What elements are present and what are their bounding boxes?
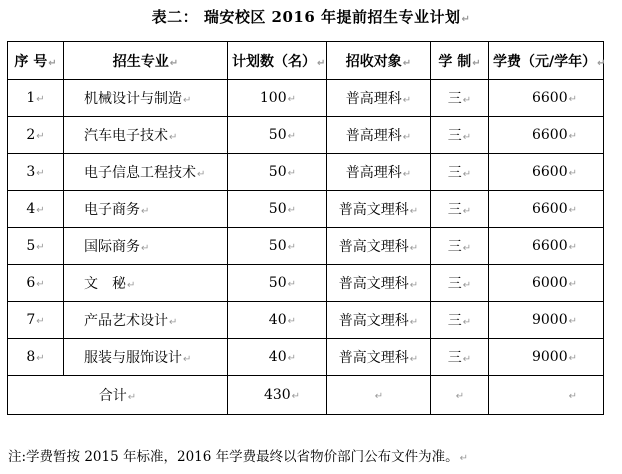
paragraph-mark-icon: ↵	[183, 95, 192, 106]
cell-major: 机械设计与制造↵	[64, 80, 228, 117]
paragraph-mark-icon: ↵	[402, 132, 412, 143]
cell-plan: 50↵	[228, 191, 327, 228]
paragraph-mark-icon: ↵	[402, 57, 412, 69]
paragraph-mark-icon: ↵	[287, 131, 296, 142]
paragraph-mark-icon: ↵	[169, 132, 178, 143]
cell-target: 普高理科↵	[327, 117, 431, 154]
cell-target: 普高文理科↵	[327, 265, 431, 302]
cell-plan: 40↵	[228, 302, 327, 339]
paragraph-mark-icon: ↵	[36, 205, 45, 216]
cell-plan: 50↵	[228, 117, 327, 154]
paragraph-mark-icon: ↵	[462, 132, 472, 143]
cell-major: 服装与服饰设计↵	[64, 339, 228, 376]
paragraph-mark-icon: ↵	[455, 391, 465, 402]
cell-fee: 6600↵	[489, 80, 604, 117]
paragraph-mark-icon: ↵	[287, 353, 296, 364]
empty-cell	[327, 376, 431, 415]
total-label: 合计↵	[8, 376, 228, 415]
table-row	[8, 339, 604, 376]
paragraph-mark-icon: ↵	[36, 353, 45, 364]
footnote: 注:学费暂按 2015 年标准，2016 年学费最终以省物价部门公布文件为准。↵	[8, 449, 469, 465]
cell-plan: 100↵	[228, 80, 327, 117]
paragraph-mark-icon: ↵	[462, 95, 472, 106]
paragraph-mark-icon: ↵	[472, 57, 481, 69]
empty-cell	[489, 376, 604, 415]
paragraph-mark-icon: ↵	[287, 242, 296, 253]
cell-target: 普高文理科↵	[327, 228, 431, 265]
paragraph-mark-icon: ↵	[169, 317, 178, 328]
paragraph-mark-icon: ↵	[141, 243, 150, 254]
paragraph-mark-icon: ↵	[462, 206, 472, 217]
paragraph-mark-icon: ↵	[462, 243, 472, 254]
table-row	[8, 154, 604, 191]
paragraph-mark-icon: ↵	[459, 453, 469, 464]
cell-seq: 8↵	[8, 339, 64, 376]
header-seq: 序 号↵	[8, 42, 64, 80]
cell-seq: 5↵	[8, 228, 64, 265]
total-row	[8, 376, 604, 415]
paragraph-mark-icon: ↵	[409, 280, 419, 291]
header-row	[8, 42, 604, 80]
table-row	[8, 302, 604, 339]
cell-years: 三↵	[431, 302, 489, 339]
cell-major: 电子商务↵	[64, 191, 228, 228]
table-row	[8, 228, 604, 265]
cell-major: 电子信息工程技术↵	[64, 154, 228, 191]
paragraph-mark-icon: ↵	[374, 391, 384, 402]
paragraph-mark-icon: ↵	[36, 316, 45, 327]
cell-fee: 6000↵	[489, 265, 604, 302]
cell-target: 普高文理科↵	[327, 339, 431, 376]
cell-years: 三↵	[431, 117, 489, 154]
paragraph-mark-icon: ↵	[287, 94, 296, 105]
paragraph-mark-icon: ↵	[462, 317, 472, 328]
paragraph-mark-icon: ↵	[568, 316, 577, 327]
table-title: 表二： 瑞安校区 2016 年提前招生专业计划↵	[151, 8, 471, 26]
cell-target: 普高文理科↵	[327, 302, 431, 339]
cell-seq: 6↵	[8, 265, 64, 302]
paragraph-mark-icon: ↵	[568, 353, 577, 364]
paragraph-mark-icon: ↵	[597, 57, 606, 69]
cell-years: 三↵	[431, 191, 489, 228]
header-plan: 计划数（名）↵	[228, 42, 327, 80]
cell-target: 普高文理科↵	[327, 191, 431, 228]
cell-years: 三↵	[431, 265, 489, 302]
cell-years: 三↵	[431, 80, 489, 117]
cell-plan: 50↵	[228, 265, 327, 302]
table-row	[8, 265, 604, 302]
paragraph-mark-icon: ↵	[409, 317, 419, 328]
cell-years: 三↵	[431, 154, 489, 191]
paragraph-mark-icon: ↵	[287, 205, 296, 216]
paragraph-mark-icon: ↵	[409, 243, 419, 254]
paragraph-mark-icon: ↵	[462, 280, 472, 291]
paragraph-mark-icon: ↵	[409, 206, 419, 217]
paragraph-mark-icon: ↵	[48, 57, 57, 69]
paragraph-mark-icon: ↵	[402, 95, 412, 106]
paragraph-mark-icon: ↵	[568, 279, 577, 290]
cell-seq: 3↵	[8, 154, 64, 191]
paragraph-mark-icon: ↵	[36, 131, 45, 142]
paragraph-mark-icon: ↵	[36, 94, 45, 105]
header-target: 招收对象↵	[327, 42, 431, 80]
paragraph-mark-icon: ↵	[141, 206, 150, 217]
paragraph-mark-icon: ↵	[287, 316, 296, 327]
cell-major: 产品艺术设计↵	[64, 302, 228, 339]
paragraph-mark-icon: ↵	[127, 392, 137, 403]
paragraph-mark-icon: ↵	[568, 205, 577, 216]
cell-seq: 1↵	[8, 80, 64, 117]
empty-cell	[431, 376, 489, 415]
paragraph-mark-icon: ↵	[291, 391, 301, 402]
paragraph-mark-icon: ↵	[402, 169, 412, 180]
header-major: 招生专业↵	[64, 42, 228, 80]
cell-major: 国际商务↵	[64, 228, 228, 265]
cell-plan: 40↵	[228, 339, 327, 376]
table-row	[8, 117, 604, 154]
cell-major: 汽车电子技术↵	[64, 117, 228, 154]
table-row	[8, 191, 604, 228]
paragraph-mark-icon: ↵	[36, 168, 45, 179]
paragraph-mark-icon: ↵	[462, 169, 472, 180]
header-years: 学 制↵	[431, 42, 489, 80]
cell-plan: 50↵	[228, 154, 327, 191]
paragraph-mark-icon: ↵	[169, 57, 179, 69]
cell-seq: 7↵	[8, 302, 64, 339]
cell-seq: 2↵	[8, 117, 64, 154]
paragraph-mark-icon: ↵	[36, 242, 45, 253]
paragraph-mark-icon: ↵	[568, 168, 577, 179]
paragraph-mark-icon: ↵	[197, 169, 206, 180]
paragraph-mark-icon: ↵	[287, 168, 296, 179]
cell-major: 文 秘↵	[64, 265, 228, 302]
cell-plan: 50↵	[228, 228, 327, 265]
enrollment-plan-table	[7, 41, 604, 415]
paragraph-mark-icon: ↵	[461, 14, 471, 25]
table-row	[8, 80, 604, 117]
paragraph-mark-icon: ↵	[568, 94, 577, 105]
paragraph-mark-icon: ↵	[317, 57, 326, 69]
cell-target: 普高理科↵	[327, 80, 431, 117]
header-fee: 学费（元/学年）↵	[489, 42, 604, 80]
cell-years: 三↵	[431, 228, 489, 265]
cell-fee: 6600↵	[489, 191, 604, 228]
cell-fee: 9000↵	[489, 302, 604, 339]
cell-fee: 6600↵	[489, 154, 604, 191]
total-value: 430↵	[228, 376, 327, 415]
cell-fee: 6600↵	[489, 228, 604, 265]
paragraph-mark-icon: ↵	[183, 354, 192, 365]
paragraph-mark-icon: ↵	[36, 279, 45, 290]
paragraph-mark-icon: ↵	[568, 391, 577, 402]
paragraph-mark-icon: ↵	[287, 279, 296, 290]
paragraph-mark-icon: ↵	[127, 280, 136, 291]
paragraph-mark-icon: ↵	[409, 354, 419, 365]
paragraph-mark-icon: ↵	[568, 242, 577, 253]
cell-fee: 9000↵	[489, 339, 604, 376]
paragraph-mark-icon: ↵	[568, 131, 577, 142]
paragraph-mark-icon: ↵	[462, 354, 472, 365]
cell-seq: 4↵	[8, 191, 64, 228]
cell-years: 三↵	[431, 339, 489, 376]
cell-target: 普高理科↵	[327, 154, 431, 191]
cell-fee: 6600↵	[489, 117, 604, 154]
